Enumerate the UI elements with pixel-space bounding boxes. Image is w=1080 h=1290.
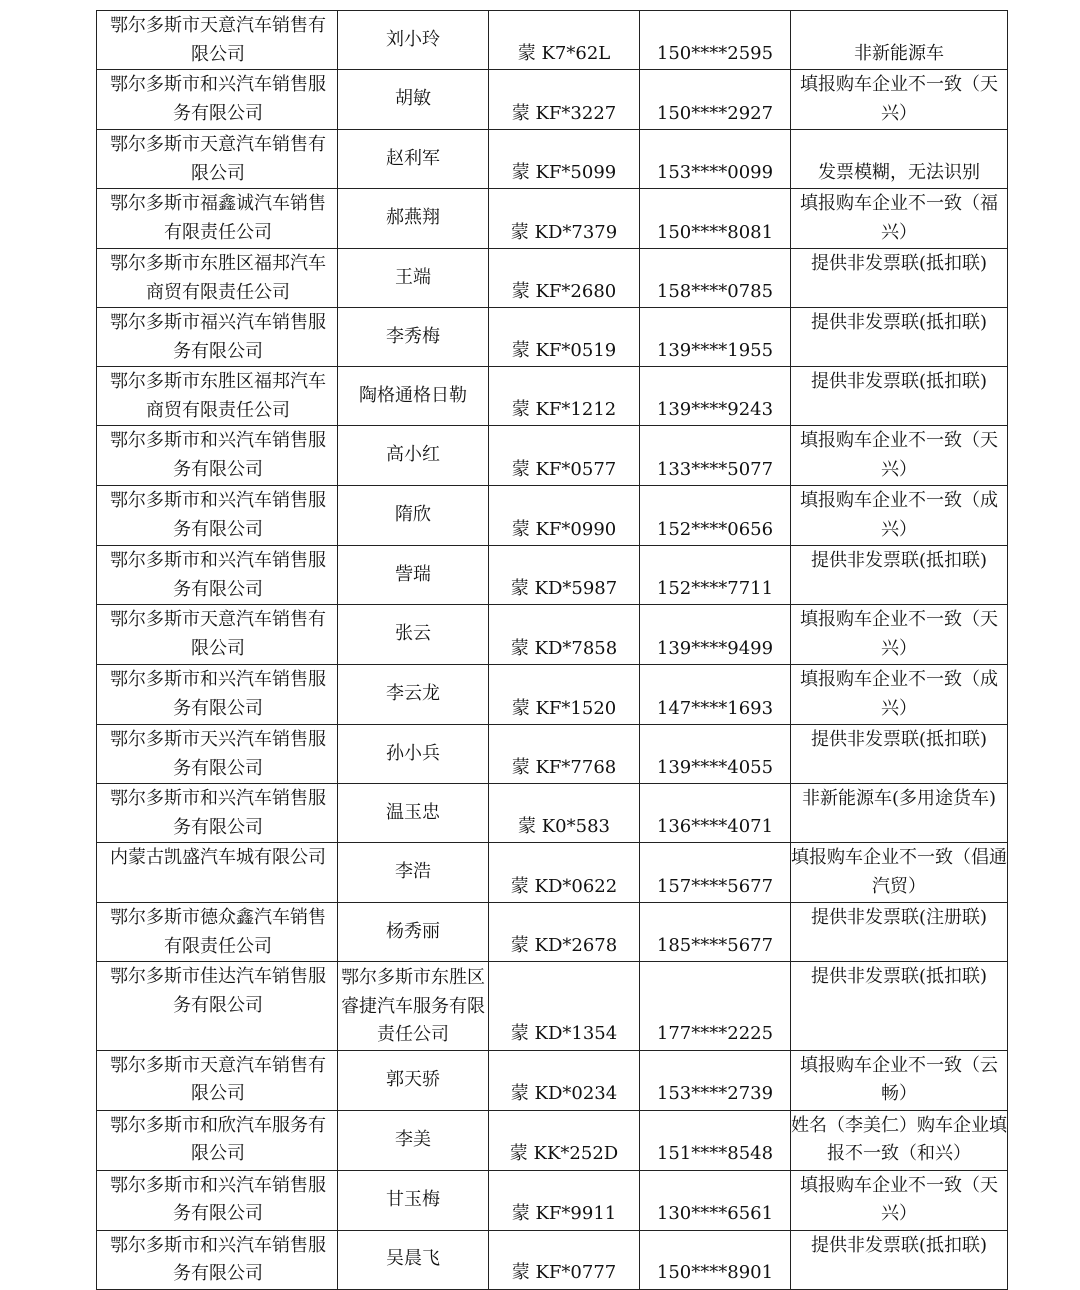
table-row — [97, 367, 1008, 426]
plate-number-cell: 蒙 KF*1212 — [489, 367, 640, 426]
company-cell: 鄂尔多斯市和兴汽车销售服务有限公司 — [97, 784, 338, 843]
rejection-reason-cell: 填报购车企业不一致（福兴） — [791, 189, 1008, 249]
table-row — [97, 546, 1008, 605]
plate-number-cell: 蒙 KD*0234 — [489, 1050, 640, 1110]
table-row — [97, 1050, 1008, 1110]
plate-number-cell: 蒙 KF*3227 — [489, 70, 640, 130]
plate-number-cell: 蒙 KD*7858 — [489, 605, 640, 665]
phone-number-cell: 152****0656 — [640, 486, 791, 546]
buyer-name-cell: 杨秀丽 — [338, 903, 489, 962]
rejection-reason-cell: 发票模糊，无法识别 — [791, 130, 1008, 189]
company-cell: 鄂尔多斯市天兴汽车销售服务有限公司 — [97, 725, 338, 784]
rejection-reason-cell: 填报购车企业不一致（天兴） — [791, 426, 1008, 486]
rejection-reason-cell: 姓名（李美仁）购车企业填报不一致（和兴） — [791, 1110, 1008, 1170]
phone-number-cell: 150****2927 — [640, 70, 791, 130]
buyer-name-cell: 胡敏 — [338, 70, 489, 130]
phone-number-cell: 152****7711 — [640, 546, 791, 605]
phone-number-cell: 150****8901 — [640, 1230, 791, 1289]
company-cell: 鄂尔多斯市福鑫诚汽车销售有限责任公司 — [97, 189, 338, 249]
phone-number-cell: 153****0099 — [640, 130, 791, 189]
company-cell: 鄂尔多斯市和兴汽车销售服务有限公司 — [97, 70, 338, 130]
table-row — [97, 249, 1008, 308]
table-row — [97, 725, 1008, 784]
rejection-reason-cell: 非新能源车(多用途货车) — [791, 784, 1008, 843]
rejection-reason-cell: 提供非发票联(注册联) — [791, 903, 1008, 962]
buyer-name-cell: 李浩 — [338, 843, 489, 903]
rejection-reason-cell: 提供非发票联(抵扣联) — [791, 367, 1008, 426]
company-cell: 鄂尔多斯市佳达汽车销售服务有限公司 — [97, 962, 338, 1051]
rejection-reason-cell: 填报购车企业不一致（云畅） — [791, 1050, 1008, 1110]
table-row — [97, 189, 1008, 249]
rejection-reason-cell: 提供非发票联(抵扣联) — [791, 962, 1008, 1051]
phone-number-cell: 139****1955 — [640, 308, 791, 367]
company-cell: 鄂尔多斯市东胜区福邦汽车商贸有限责任公司 — [97, 367, 338, 426]
phone-number-cell: 139****9499 — [640, 605, 791, 665]
buyer-name-cell: 高小红 — [338, 426, 489, 486]
company-cell: 鄂尔多斯市天意汽车销售有限公司 — [97, 1050, 338, 1110]
rejection-reason-cell: 提供非发票联(抵扣联) — [791, 308, 1008, 367]
phone-number-cell: 151****8548 — [640, 1110, 791, 1170]
company-cell: 鄂尔多斯市和兴汽车销售服务有限公司 — [97, 546, 338, 605]
plate-number-cell: 蒙 KF*5099 — [489, 130, 640, 189]
plate-number-cell: 蒙 KK*252D — [489, 1110, 640, 1170]
phone-number-cell: 150****8081 — [640, 189, 791, 249]
company-cell: 鄂尔多斯市和兴汽车销售服务有限公司 — [97, 1170, 338, 1230]
rejection-reason-cell: 提供非发票联(抵扣联) — [791, 725, 1008, 784]
table-row — [97, 308, 1008, 367]
company-cell: 鄂尔多斯市和兴汽车销售服务有限公司 — [97, 1230, 338, 1289]
buyer-name-cell: 隋欣 — [338, 486, 489, 546]
phone-number-cell: 177****2225 — [640, 962, 791, 1051]
plate-number-cell: 蒙 KF*2680 — [489, 249, 640, 308]
phone-number-cell: 133****5077 — [640, 426, 791, 486]
buyer-name-cell: 李云龙 — [338, 665, 489, 725]
buyer-name-cell: 赵利军 — [338, 130, 489, 189]
buyer-name-cell: 郭天骄 — [338, 1050, 489, 1110]
table-row — [97, 665, 1008, 725]
rejection-reason-cell: 提供非发票联(抵扣联) — [791, 1230, 1008, 1289]
buyer-name-cell: 甘玉梅 — [338, 1170, 489, 1230]
rejection-reason-cell: 非新能源车 — [791, 11, 1008, 70]
plate-number-cell: 蒙 KF*9911 — [489, 1170, 640, 1230]
buyer-name-cell: 李美 — [338, 1110, 489, 1170]
table-row — [97, 486, 1008, 546]
company-cell: 内蒙古凯盛汽车城有限公司 — [97, 843, 338, 903]
table-row — [97, 784, 1008, 843]
table-body — [97, 11, 1008, 1290]
rejection-reason-cell: 提供非发票联(抵扣联) — [791, 546, 1008, 605]
phone-number-cell: 130****6561 — [640, 1170, 791, 1230]
buyer-name-cell: 李秀梅 — [338, 308, 489, 367]
company-cell: 鄂尔多斯市德众鑫汽车销售有限责任公司 — [97, 903, 338, 962]
table-row — [97, 903, 1008, 962]
rejection-reason-cell: 填报购车企业不一致（倡通汽贸） — [791, 843, 1008, 903]
plate-number-cell: 蒙 KF*0519 — [489, 308, 640, 367]
phone-number-cell: 139****9243 — [640, 367, 791, 426]
buyer-name-cell: 刘小玲 — [338, 11, 489, 70]
table-row — [97, 130, 1008, 189]
table-row — [97, 426, 1008, 486]
subsidy-review-table — [96, 10, 1008, 1290]
plate-number-cell: 蒙 KF*0777 — [489, 1230, 640, 1289]
table-row — [97, 1170, 1008, 1230]
plate-number-cell: 蒙 KF*7768 — [489, 725, 640, 784]
phone-number-cell: 139****4055 — [640, 725, 791, 784]
company-cell: 鄂尔多斯市天意汽车销售有限公司 — [97, 11, 338, 70]
plate-number-cell: 蒙 KD*0622 — [489, 843, 640, 903]
company-cell: 鄂尔多斯市和兴汽车销售服务有限公司 — [97, 426, 338, 486]
plate-number-cell: 蒙 KD*2678 — [489, 903, 640, 962]
phone-number-cell: 153****2739 — [640, 1050, 791, 1110]
phone-number-cell: 157****5677 — [640, 843, 791, 903]
rejection-reason-cell: 填报购车企业不一致（天兴） — [791, 70, 1008, 130]
plate-number-cell: 蒙 KF*1520 — [489, 665, 640, 725]
phone-number-cell: 136****4071 — [640, 784, 791, 843]
plate-number-cell: 蒙 KD*1354 — [489, 962, 640, 1051]
buyer-name-cell: 吴晨飞 — [338, 1230, 489, 1289]
phone-number-cell: 147****1693 — [640, 665, 791, 725]
company-cell: 鄂尔多斯市天意汽车销售有限公司 — [97, 605, 338, 665]
company-cell: 鄂尔多斯市东胜区福邦汽车商贸有限责任公司 — [97, 249, 338, 308]
company-cell: 鄂尔多斯市天意汽车销售有限公司 — [97, 130, 338, 189]
plate-number-cell: 蒙 K0*583 — [489, 784, 640, 843]
buyer-name-cell: 张云 — [338, 605, 489, 665]
plate-number-cell: 蒙 KD*5987 — [489, 546, 640, 605]
rejection-reason-cell: 填报购车企业不一致（成兴） — [791, 665, 1008, 725]
phone-number-cell: 158****0785 — [640, 249, 791, 308]
plate-number-cell: 蒙 K7*62L — [489, 11, 640, 70]
table-row — [97, 1230, 1008, 1289]
rejection-reason-cell: 填报购车企业不一致（成兴） — [791, 486, 1008, 546]
plate-number-cell: 蒙 KF*0577 — [489, 426, 640, 486]
plate-number-cell: 蒙 KD*7379 — [489, 189, 640, 249]
company-cell: 鄂尔多斯市和兴汽车销售服务有限公司 — [97, 665, 338, 725]
table-row — [97, 605, 1008, 665]
buyer-name-cell: 王端 — [338, 249, 489, 308]
rejection-reason-cell: 填报购车企业不一致（天兴） — [791, 605, 1008, 665]
rejection-reason-cell: 提供非发票联(抵扣联) — [791, 249, 1008, 308]
buyer-name-cell: 陶格通格日勒 — [338, 367, 489, 426]
company-cell: 鄂尔多斯市和兴汽车销售服务有限公司 — [97, 486, 338, 546]
phone-number-cell: 185****5677 — [640, 903, 791, 962]
table-row — [97, 70, 1008, 130]
buyer-name-cell: 温玉忠 — [338, 784, 489, 843]
company-cell: 鄂尔多斯市和欣汽车服务有限公司 — [97, 1110, 338, 1170]
buyer-name-cell: 鄂尔多斯市东胜区睿捷汽车服务有限责任公司 — [338, 962, 489, 1051]
phone-number-cell: 150****2595 — [640, 11, 791, 70]
buyer-name-cell: 郝燕翔 — [338, 189, 489, 249]
buyer-name-cell: 孙小兵 — [338, 725, 489, 784]
company-cell: 鄂尔多斯市福兴汽车销售服务有限公司 — [97, 308, 338, 367]
plate-number-cell: 蒙 KF*0990 — [489, 486, 640, 546]
table-row — [97, 1110, 1008, 1170]
table-row — [97, 962, 1008, 1051]
rejection-reason-cell: 填报购车企业不一致（天兴） — [791, 1170, 1008, 1230]
table-row — [97, 11, 1008, 70]
buyer-name-cell: 訾瑞 — [338, 546, 489, 605]
table-row — [97, 843, 1008, 903]
